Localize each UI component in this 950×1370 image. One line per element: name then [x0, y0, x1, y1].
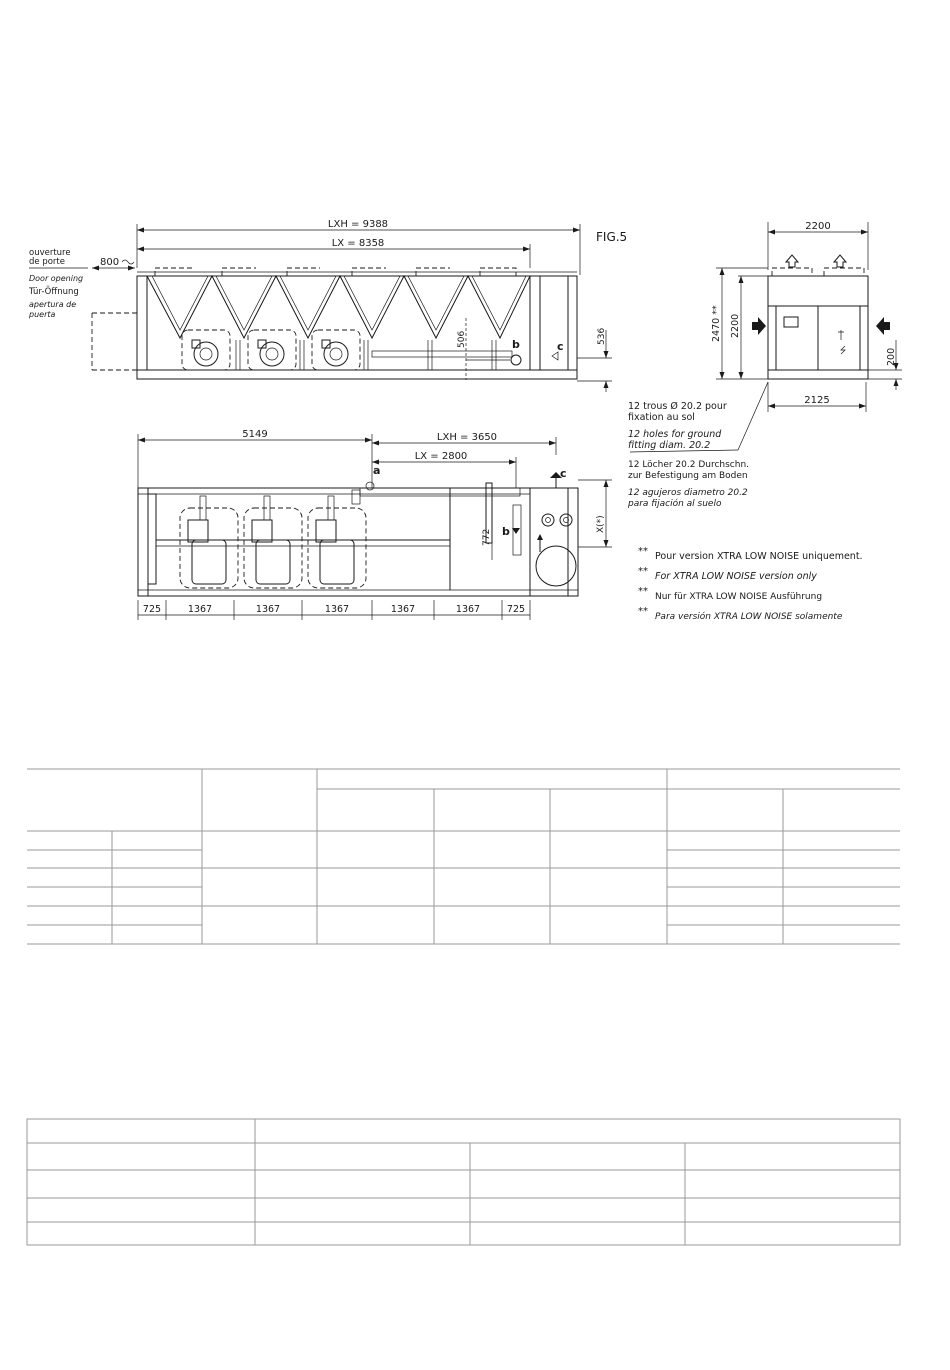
- dim-bottom-2: 1367: [187, 604, 213, 615]
- label-b-top: b: [512, 338, 520, 351]
- dim-bottom-7: 725: [506, 604, 526, 615]
- holes-note-de-1: 12 Löcher 20.2 Durchschn.: [628, 460, 750, 470]
- note-en: For XTRA LOW NOISE version only: [655, 571, 817, 582]
- dim-bottom-1: 725: [142, 604, 162, 615]
- dim-side-bottom: 2125: [804, 395, 830, 406]
- holes-note-de-2: zur Befestigung am Boden: [628, 471, 748, 481]
- dim-side-height: 2200: [730, 313, 741, 338]
- dim-506: 506: [457, 330, 467, 348]
- note-marker-4: **: [638, 606, 648, 617]
- door-label-en: Door opening: [29, 274, 84, 283]
- holes-note-fr-1: 12 trous Ø 20.2 pour: [628, 401, 727, 412]
- note-marker-1: **: [638, 546, 648, 557]
- dim-side-base: 200: [886, 347, 897, 366]
- holes-note-es-1: 12 agujeros diametro 20.2: [628, 488, 748, 498]
- note-es: Para versión XTRA LOW NOISE solamente: [655, 612, 843, 622]
- door-label-de: Tür-Öffnung: [29, 287, 79, 297]
- dim-lxh-plan: LXH = 3650: [436, 432, 498, 443]
- holes-note: [627, 401, 749, 509]
- dim-door-800: 800: [100, 257, 120, 268]
- note-marker-2: **: [638, 566, 648, 577]
- dim-536: 536: [597, 327, 607, 345]
- figure-label: FIG.5: [596, 230, 628, 244]
- holes-note-es-2: para fijación al suelo: [628, 499, 722, 509]
- dim-772: 772: [482, 528, 492, 546]
- note-de: Nur für XTRA LOW NOISE Ausführung: [655, 592, 823, 602]
- dim-lxh-top: LXH = 9388: [327, 219, 389, 230]
- note-marker-3: **: [638, 586, 648, 597]
- dim-side-height-xln: 2470 **: [711, 305, 722, 342]
- compressor-group: [182, 330, 360, 370]
- front-elevation-view: [28, 219, 627, 392]
- door-label-fr-2: de porte: [29, 257, 65, 267]
- holes-note-en-1: 12 holes for ground: [628, 429, 722, 440]
- door-label-es-1: apertura de: [29, 300, 77, 309]
- door-label-fr-1: ouverture: [29, 248, 71, 258]
- label-b-plan: b: [502, 525, 510, 538]
- dim-bottom-3: 1367: [255, 604, 281, 615]
- dim-5149: 5149: [242, 429, 268, 440]
- dim-bottom-4: 1367: [324, 604, 350, 615]
- compressors-plan: [180, 496, 366, 588]
- label-c-plan: c: [560, 467, 567, 480]
- dim-lx-top: LX = 8358: [331, 238, 385, 249]
- holes-note-fr-2: fixation au sol: [628, 412, 695, 423]
- plan-view: [138, 429, 612, 620]
- label-c-top: c: [557, 340, 564, 353]
- note-fr: Pour version XTRA LOW NOISE uniquement.: [655, 551, 863, 562]
- dim-bottom-6: 1367: [455, 604, 481, 615]
- empty-table-1: [27, 769, 900, 944]
- dim-side-width: 2200: [805, 221, 831, 232]
- empty-table-2: [27, 1119, 900, 1245]
- dim-bottom-5: 1367: [390, 604, 416, 615]
- dim-x: X(*): [596, 515, 606, 533]
- holes-note-en-2: fitting diam. 20.2: [628, 440, 711, 451]
- label-a-plan: a: [373, 464, 381, 477]
- dim-lx-plan: LX = 2800: [414, 451, 468, 462]
- door-label-es-2: puerta: [29, 310, 56, 319]
- xtra-low-noise-notes: [638, 546, 863, 622]
